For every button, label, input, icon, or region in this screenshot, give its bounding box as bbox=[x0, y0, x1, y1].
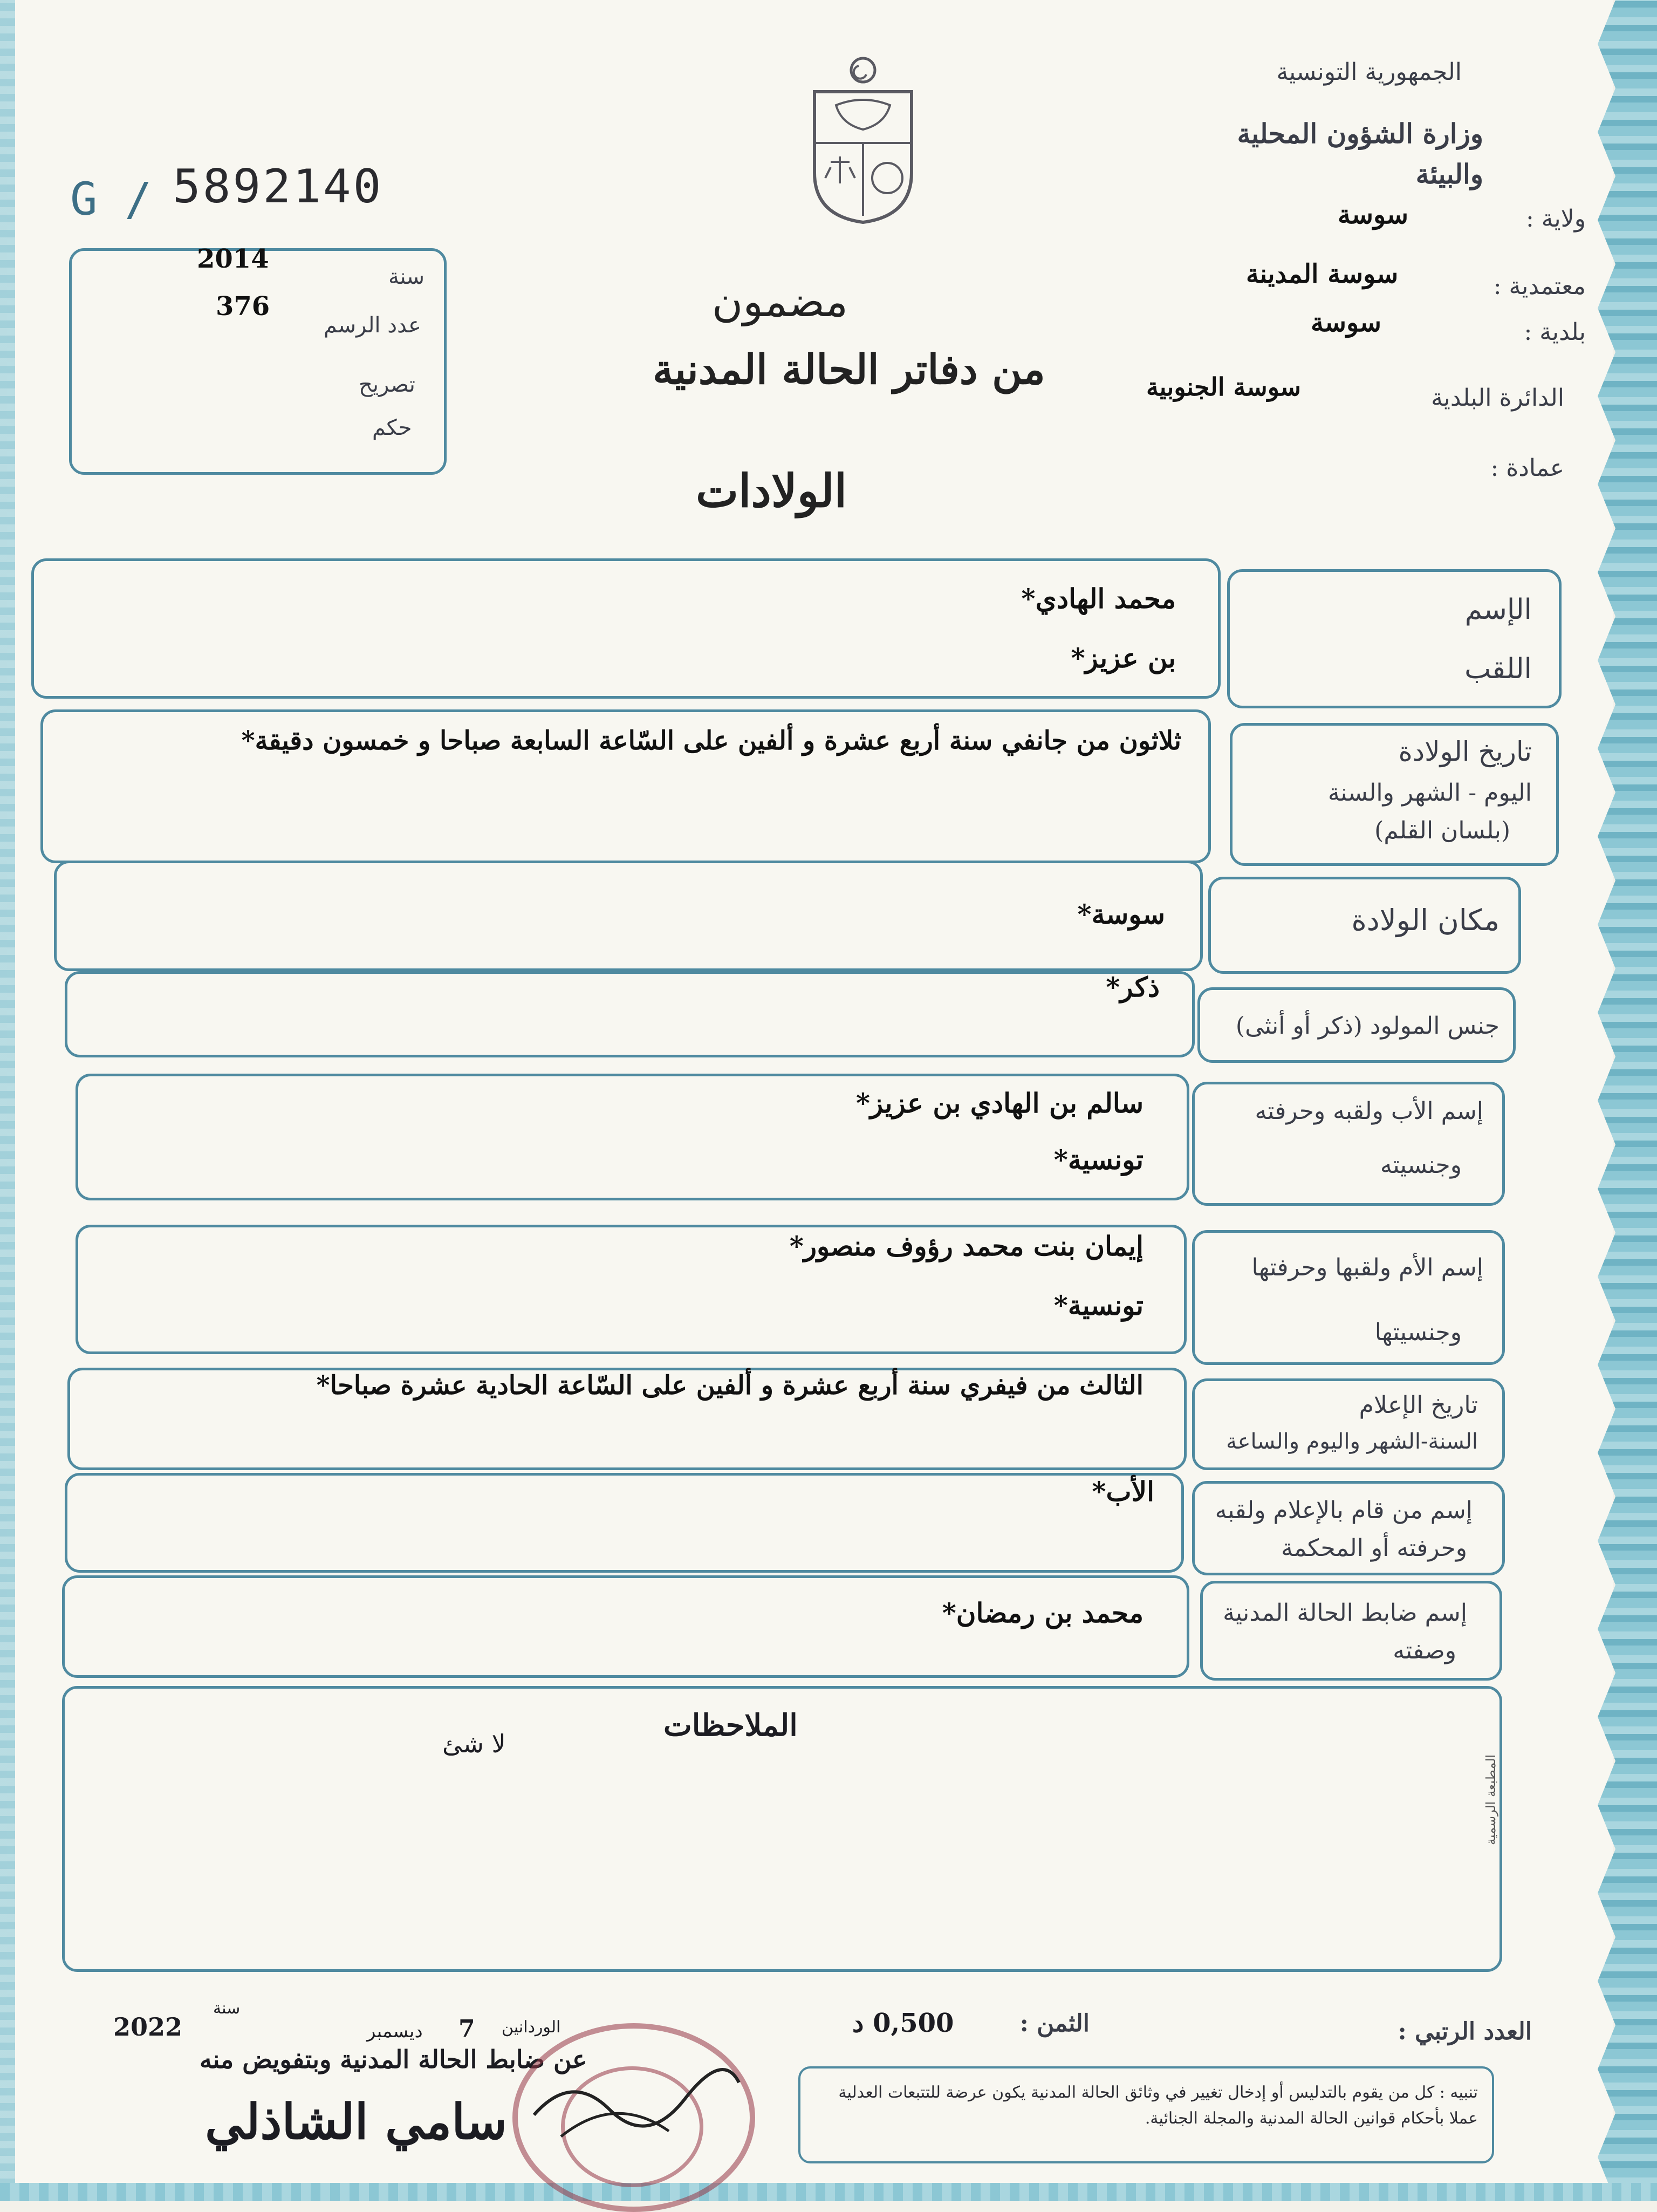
birth-date-value: ثلاثون من جانفي سنة أربع عشرة و ألفين على السّاعة السابعة صباحا و خمسون دقيقة* bbox=[241, 726, 1181, 756]
printer-code-label: المطبعة الرسمية bbox=[1483, 1754, 1498, 1845]
municipality-value: سوسة bbox=[1311, 308, 1381, 338]
record-judgment-label: حكم bbox=[372, 415, 412, 440]
record-declaration-label: تصريح bbox=[359, 372, 415, 397]
remarks-value: لا شئ bbox=[442, 1729, 506, 1758]
title-extract: مضمون bbox=[712, 278, 848, 326]
name-label: الإسم bbox=[1464, 593, 1532, 626]
officer-label: إسم ضابط الحالة المدنية bbox=[1223, 1599, 1467, 1627]
district-label: الدائرة البلدية bbox=[1431, 384, 1564, 412]
surname-label: اللقب bbox=[1464, 653, 1532, 685]
right-decorative-border bbox=[1598, 0, 1657, 2201]
footer-place: الوردانين bbox=[502, 2018, 561, 2037]
republic-label: الجمهورية التونسية bbox=[1276, 58, 1462, 86]
mother-nationality-value: تونسية* bbox=[1053, 1289, 1144, 1321]
officer-sub-label: وصفته bbox=[1393, 1637, 1456, 1664]
father-nationality-label: وجنسيته bbox=[1380, 1151, 1462, 1179]
governorate-value: سوسة bbox=[1338, 200, 1408, 230]
birth-place-value: سوسة* bbox=[1077, 898, 1165, 930]
footer-date-month: ديسمبر bbox=[367, 2020, 423, 2042]
declarant-value-box bbox=[65, 1473, 1184, 1573]
name-value-box bbox=[31, 558, 1221, 699]
bottom-decorative-border bbox=[0, 2183, 1657, 2201]
title-births: الولادات bbox=[696, 464, 847, 517]
district-value: سوسة الجنوبية bbox=[1146, 372, 1302, 401]
remarks-label: الملاحظات bbox=[663, 1708, 798, 1743]
declarant-label: إسم من قام بالإعلام ولقبه bbox=[1215, 1497, 1473, 1524]
footer-officer-line: عن ضابط الحالة المدنية وبتفويض منه bbox=[200, 2045, 587, 2074]
signature-mark bbox=[529, 2050, 744, 2158]
declaration-date-label: تاريخ الإعلام bbox=[1359, 1391, 1478, 1419]
coat-of-arms-emblem bbox=[798, 54, 928, 227]
record-number-label: عدد الرسم bbox=[324, 313, 421, 338]
record-year-label: سنة bbox=[388, 264, 425, 289]
footer-year-label: سنة bbox=[213, 1999, 241, 2018]
mother-nationality-label: وجنسيتها bbox=[1374, 1319, 1462, 1346]
record-number-value: 376 bbox=[216, 291, 270, 322]
sex-label: جنس المولود (ذكر أو أنثى) bbox=[1235, 1012, 1499, 1040]
first-name-value: محمد الهادي* bbox=[1021, 583, 1176, 615]
birth-date-written-label: (بلسان القلم) bbox=[1374, 817, 1510, 844]
birth-date-sub-label: اليوم - الشهر والسنة bbox=[1327, 779, 1532, 807]
officer-value: محمد بن رمضان* bbox=[942, 1597, 1144, 1629]
footer-price-value: 0,500 د bbox=[852, 2008, 954, 2038]
mother-label: إسم الأم ولقبها وحرفتها bbox=[1251, 1254, 1483, 1281]
mother-name-value: إيمان بنت محمد رؤوف منصور* bbox=[789, 1230, 1144, 1262]
father-name-value: سالم بن الهادي بن عزيز* bbox=[855, 1087, 1144, 1119]
delegation-value: سوسة المدينة bbox=[1246, 259, 1399, 289]
declarant-value: الأب* bbox=[1092, 1476, 1154, 1507]
birth-place-label: مكان الولادة bbox=[1351, 903, 1499, 937]
footer-serial-label: العدد الرتبي : bbox=[1398, 2018, 1532, 2045]
footer-price-label: الثمن : bbox=[1019, 2010, 1090, 2037]
father-label: إسم الأب ولقبه وحرفته bbox=[1255, 1097, 1483, 1125]
footer-year-value: 2022 bbox=[113, 2012, 183, 2042]
legal-notice-text: تنبيه : كل من يقوم بالتدليس أو إدخال تغيير في وثائق الحالة المدنية يكون عرضة للتتبعات العدلية عملا بأحكام قوانين الحالة المدنية والمجلة الجنائية. bbox=[838, 2083, 1478, 2128]
sector-label: عمادة : bbox=[1490, 454, 1564, 482]
governorate-label: ولاية : bbox=[1526, 205, 1586, 233]
declaration-date-value: الثالث من فيفري سنة أربع عشرة و ألفين على السّاعة الحادية عشرة صباحا* bbox=[316, 1370, 1144, 1401]
ministry-label: وزارة الشؤون المحلية والبيئة bbox=[1237, 118, 1483, 190]
father-nationality-value: تونسية* bbox=[1053, 1144, 1144, 1176]
record-year-value: 2014 bbox=[197, 244, 269, 274]
declarant-sub-label: وحرفته أو المحكمة bbox=[1281, 1534, 1467, 1562]
signatory-name: سامي الشاذلي bbox=[205, 2093, 508, 2150]
serial-prefix: G / bbox=[70, 173, 152, 226]
municipality-label: بلدية : bbox=[1524, 318, 1586, 346]
title-registers: من دفاتر الحالة المدنية bbox=[653, 345, 1045, 393]
serial-number: 5892140 bbox=[173, 160, 384, 214]
footer-date-day: 7 bbox=[458, 2015, 475, 2043]
declaration-date-sub-label: السنة-الشهر واليوم والساعة bbox=[1226, 1429, 1478, 1454]
birth-date-label: تاريخ الولادة bbox=[1398, 736, 1532, 767]
sex-value: ذكر* bbox=[1106, 971, 1160, 1003]
surname-value: بن عزيز* bbox=[1071, 642, 1176, 674]
delegation-label: معتمدية : bbox=[1493, 272, 1586, 300]
left-decorative-border bbox=[0, 0, 15, 2201]
